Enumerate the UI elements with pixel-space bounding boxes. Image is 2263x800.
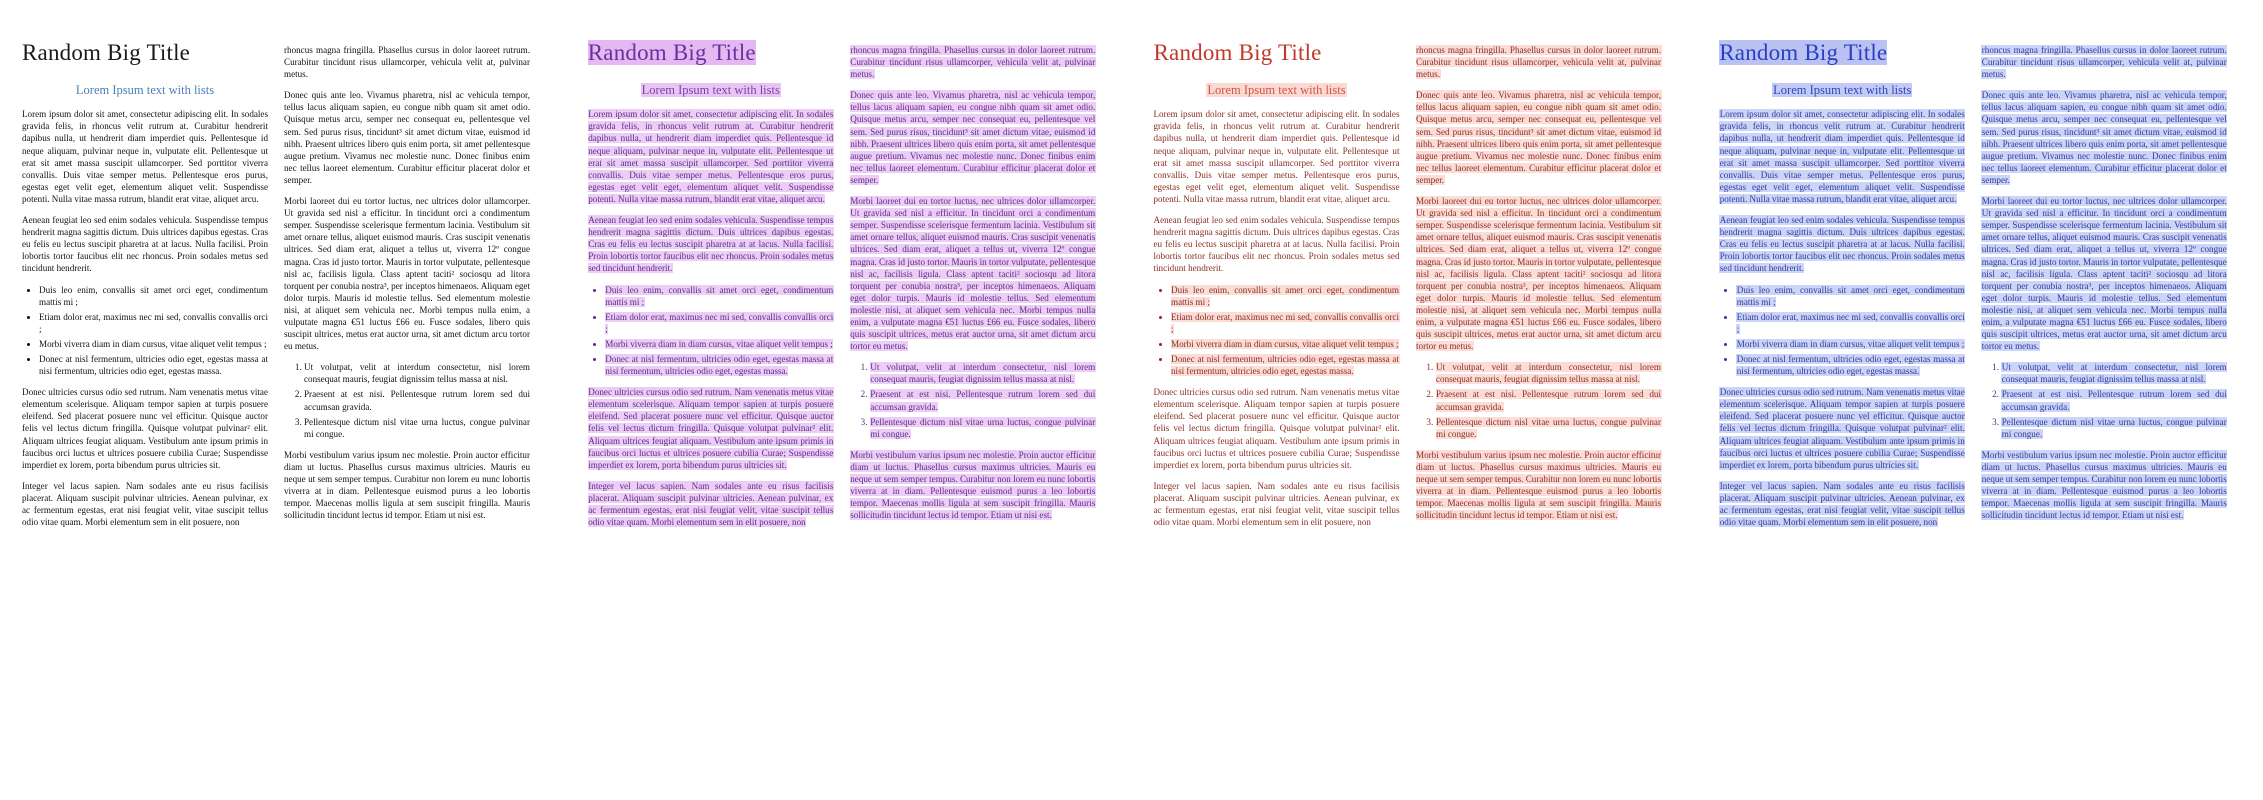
list-item: • Etiam dolor erat, maximus nec mi sed, convallis convallis orci ;: [1171, 311, 1400, 335]
paragraph-8: Morbi vestibulum varius ipsum nec molestie. Proin auctor efficitur diam ut luctus. Phasellus cursus maximus ultricies. Mauris eu neque ut sem semper tempus. Curabitur non lorem eu nunc lobortis viverra at in diam. Pellentesque euismod purus a leo lobortis tempor. Maecenas mollis ligula at sem suscipit fringilla. Mauris sollicitudin tincidunt lectus id tempor. Etiam ut nisi est.: [850, 449, 1096, 521]
numbered-list: [1981, 361, 2227, 440]
paragraph-6: Donec quis ante leo. Vivamus pharetra, nisl ac vehicula tempor, tellus lacus aliquam sapien, eu congue nibh quam sit amet odio. Quisque metus arcu, semper nec consequat eu, pellentesque vel sem. Sed purus risus, tincidunt³ sit amet dictum vitae, euismod id nibh. Praesent ultrices libero quis enim porta, sit amet pellentesque augue pretium. Vivamus nec molestie nunc. Donec finibus enim nec tellus laoreet elementum. Curabitur efficitur placerat dolor et semper.: [850, 90, 1096, 185]
paragraph-3: Donec ultricies cursus odio sed rutrum. Nam venenatis metus vitae elementum scelerisque. Aliquam tempor sapien at turpis posuere eleifend. Sed placerat posuere nunc vel efficitur. Quisque auctor felis vel lectus dictum fringilla. Quisque volutpat pulvinar² elit. Aliquam ultrices feugiat aliquam. Vestibulum ante ipsum primis in faucibus orci luctus et ultrices posuere cubilia Curae; Suspendisse imperdiet ex lorem, porta bibendum purus ultricies sit.: [22, 387, 268, 470]
paragraph-5: rhoncus magna fringilla. Phasellus cursus in dolor laoreet rutrum. Curabitur tincidunt risus ullamcorper, vehicula velit at, pulvinar metus.: [284, 45, 530, 80]
column-left: [1719, 40, 1965, 537]
paragraph-7: Morbi laoreet dui eu tortor luctus, nec ultrices dolor ullamcorper. Ut gravida sed nisl a efficitur. In tincidunt orci a condimentum semper. Suspendisse scelerisque fermentum lacinia. Vestibulum sit amet ornare tellus, aliquet euismod mauris. Cras suscipit venenatis ultrices. Sed diam erat, aliquet a tellus ut, viverra 12º congue magna. Cras id justo tortor. Mauris in tortor vulputate, pellentesque nisl ac, facilisis ligula. Class aptent taciti² sociosqu ad litora torquent per conubia nostra³, per inceptos himenaeos. Aliquam eget dolor turpis. Mauris id molestie tellus. Sed elementum molestie nisi, at aliquet sem vehicula nec. Morbi tempus nulla enim, a vulputate magna €51 luctus £66 eu. Fusce sodales, libero quis suscipit ultrices, metus erat auctor urna, sit amet dictum arcu tortor eu metus.: [1416, 196, 1661, 352]
bullet-list: [588, 284, 834, 378]
numbered-list: [1416, 361, 1662, 440]
list-item: • Etiam dolor erat, maximus nec mi sed, convallis convallis orci ;: [39, 311, 268, 335]
paragraph-3: Donec ultricies cursus odio sed rutrum. Nam venenatis metus vitae elementum scelerisque. Aliquam tempor sapien at turpis posuere eleifend. Sed placerat posuere nunc vel efficitur. Quisque auctor felis vel lectus dictum fringilla. Quisque volutpat pulvinar² elit. Aliquam ultrices feugiat aliquam. Vestibulum ante ipsum primis in faucibus orci luctus et ultrices posuere cubilia Curae; Suspendisse imperdiet ex lorem, porta bibendum purus ultricies sit.: [1719, 387, 1965, 470]
list-item: • Morbi viverra diam in diam cursus, vitae aliquet velit tempus ;: [39, 338, 268, 350]
list-item: 3. Pellentesque dictum nisl vitae urna luctus, congue pulvinar mi congue.: [870, 416, 1096, 440]
red-document: [1132, 0, 1698, 800]
paragraph-8: Morbi vestibulum varius ipsum nec molestie. Proin auctor efficitur diam ut luctus. Phasellus cursus maximus ultricies. Mauris eu neque ut sem semper tempus. Curabitur non lorem eu nunc lobortis viverra at in diam. Pellentesque euismod purus a leo lobortis tempor. Maecenas mollis ligula at sem suscipit fringilla. Mauris sollicitudin tincidunt lectus id tempor. Etiam ut nisi est.: [284, 449, 530, 521]
page-subtitle-wrap: [22, 81, 268, 99]
list-item: • Donec at nisl fermentum, ultricies odio eget, egestas massa at nisi fermentum, ultricies odio eget, egestas massa.: [605, 353, 834, 377]
list-item: 2. Praesent at est nisi. Pellentesque rutrum lorem sed dui accumsan gravida.: [870, 388, 1096, 412]
page-subtitle: Lorem Ipsum text with lists: [75, 83, 215, 98]
column-right: [284, 40, 530, 530]
paragraph-7: Morbi laoreet dui eu tortor luctus, nec ultrices dolor ullamcorper. Ut gravida sed nisl a efficitur. In tincidunt orci a condimentum semper. Suspendisse scelerisque fermentum lacinia. Vestibulum sit amet ornare tellus, aliquet euismod mauris. Cras suscipit venenatis ultrices. Sed diam erat, aliquet a tellus ut, viverra 12º congue magna. Cras id justo tortor. Mauris in tortor vulputate, pellentesque nisl ac, facilisis ligula. Class aptent taciti² sociosqu ad litora torquent per conubia nostra³, per inceptos himenaeos. Aliquam eget dolor turpis. Mauris id molestie tellus. Sed elementum molestie nisi, at aliquet sem vehicula nec. Morbi tempus nulla enim, a vulputate magna €51 luctus £66 eu. Fusce sodales, libero quis suscipit ultrices, metus erat auctor urna, sit amet dictum arcu tortor eu metus.: [850, 196, 1096, 352]
paragraph-5: rhoncus magna fringilla. Phasellus cursus in dolor laoreet rutrum. Curabitur tincidunt risus ullamcorper, vehicula velit at, pulvinar metus.: [1416, 45, 1661, 80]
numbered-list: [284, 361, 530, 440]
paragraph-5: rhoncus magna fringilla. Phasellus cursus in dolor laoreet rutrum. Curabitur tincidunt risus ullamcorper, vehicula velit at, pulvinar metus.: [850, 45, 1096, 80]
column-left: [1154, 40, 1400, 537]
numbered-list: [850, 361, 1096, 440]
paragraph-3-text: Donec ultricies cursus odio sed rutrum. Nam venenatis metus vitae elementum scelerisque. Aliquam tempor sapien at turpis posuere eleifend. Sed placerat posuere nunc vel efficitur. Quisque auctor felis vel lectus dictum fringilla. Quisque volutpat pulvinar² elit. Aliquam ultrices feugiat aliquam. Vestibulum ante ipsum primis in faucibus orci luctus et ultrices posuere cubilia Curae; Suspendisse imperdiet ex lorem, porta bibendum purus ultricies sit.: [588, 387, 834, 470]
list-item: • Donec at nisl fermentum, ultricies odio eget, egestas massa at nisi fermentum, ultricies odio eget, egestas massa.: [39, 353, 268, 377]
paragraph-6: Donec quis ante leo. Vivamus pharetra, nisl ac vehicula tempor, tellus lacus aliquam sapien, eu congue nibh quam sit amet odio. Quisque metus arcu, semper nec consequat eu, pellentesque vel sem. Sed purus risus, tincidunt³ sit amet dictum vitae, euismod id nibh. Praesent ultrices libero quis enim porta, sit amet pellentesque augue pretium. Vivamus nec molestie nunc. Donec finibus enim nec tellus laoreet elementum. Curabitur efficitur placerat dolor et semper.: [284, 90, 530, 185]
page-title-wrap: [1719, 40, 1965, 65]
paragraph-1-text: Lorem ipsum dolor sit amet, consectetur adipiscing elit. In sodales gravida felis, in rhoncus velit rutrum at. Curabitur hendrerit dapibus nulla, ut hendrerit diam imperdiet quis. Pellentesque id neque aliquam, pulvinar neque in, vulputate elit. Pellentesque ut erat sit amet massa suscipit ullamcorper. Sed porttitor viverra convallis. Duis vitae semper metus. Pellentesque eros purus, egestas eget velit eget, elementum aliquet velit. Suspendisse potenti. Nulla vitae massa rutrum, blandit erat vitae, aliquet arcu.: [588, 109, 834, 204]
paragraph-6: Donec quis ante leo. Vivamus pharetra, nisl ac vehicula tempor, tellus lacus aliquam sapien, eu congue nibh quam sit amet odio. Quisque metus arcu, semper nec consequat eu, pellentesque vel sem. Sed purus risus, tincidunt³ sit amet dictum vitae, euismod id nibh. Praesent ultrices libero quis enim porta, sit amet pellentesque augue pretium. Vivamus nec molestie nunc. Donec finibus enim nec tellus laoreet elementum. Curabitur efficitur placerat dolor et semper.: [1981, 90, 2227, 185]
page-subtitle: Lorem Ipsum text with lists: [641, 83, 780, 98]
paragraph-7: Morbi laoreet dui eu tortor luctus, nec ultrices dolor ullamcorper. Ut gravida sed nisl a efficitur. In tincidunt orci a condimentum semper. Suspendisse scelerisque fermentum lacinia. Vestibulum sit amet ornare tellus, aliquet euismod mauris. Cras suscipit venenatis ultrices. Sed diam erat, aliquet a tellus ut, viverra 12º congue magna. Cras id justo tortor. Mauris in tortor vulputate, pellentesque nisl ac, facilisis ligula. Class aptent taciti² sociosqu ad litora torquent per conubia nostra³, per inceptos himenaeos. Aliquam eget dolor turpis. Mauris id molestie tellus. Sed elementum molestie nisi, at aliquet sem vehicula nec. Morbi tempus nulla enim, a vulputate magna €51 luctus £66 eu. Fusce sodales, libero quis suscipit ultrices, metus erat auctor urna, sit amet dictum arcu tortor eu metus.: [1981, 196, 2227, 352]
paragraph-8: Morbi vestibulum varius ipsum nec molestie. Proin auctor efficitur diam ut luctus. Phasellus cursus maximus ultricies. Mauris eu neque ut sem semper tempus. Curabitur non lorem eu nunc lobortis viverra at in diam. Pellentesque euismod purus a leo lobortis tempor. Maecenas mollis ligula at sem suscipit fringilla. Mauris sollicitudin tincidunt lectus id tempor. Etiam ut nisi est.: [1981, 449, 2227, 521]
paragraph-1: [588, 108, 834, 205]
page-subtitle: Lorem Ipsum text with lists: [1207, 83, 1346, 98]
paragraph-3: Donec ultricies cursus odio sed rutrum. Nam venenatis metus vitae elementum scelerisque. Aliquam tempor sapien at turpis posuere eleifend. Sed placerat posuere nunc vel efficitur. Quisque auctor felis vel lectus dictum fringilla. Quisque volutpat pulvinar² elit. Aliquam ultrices feugiat aliquam. Vestibulum ante ipsum primis in faucibus orci luctus et ultrices posuere cubilia Curae; Suspendisse imperdiet ex lorem, porta bibendum purus ultricies sit.: [1153, 387, 1400, 470]
list-item: • Duis leo enim, convallis sit amet orci eget, condimentum mattis mi ;: [39, 284, 268, 308]
page-subtitle: Lorem Ipsum text with lists: [1773, 83, 1912, 98]
paragraph-1: Lorem ipsum dolor sit amet, consectetur adipiscing elit. In sodales gravida felis, in rhoncus velit rutrum at. Curabitur hendrerit dapibus nulla, ut hendrerit diam imperdiet quis. Pellentesque id neque aliquam, pulvinar neque in, vulputate elit. Pellentesque ut erat sit amet massa suscipit ullamcorper. Sed porttitor viverra convallis. Duis vitae semper metus. Pellentesque eros purus, egestas eget velit eget, elementum aliquet velit. Suspendisse potenti. Nulla vitae massa rutrum, blandit erat vitae, aliquet arcu.: [1153, 109, 1400, 204]
list-item: • Morbi viverra diam in diam cursus, vitae aliquet velit tempus ;: [1736, 338, 1965, 350]
page-subtitle-wrap: [588, 81, 834, 99]
page-title-wrap: [588, 40, 834, 65]
paragraph-6: Donec quis ante leo. Vivamus pharetra, nisl ac vehicula tempor, tellus lacus aliquam sapien, eu congue nibh quam sit amet odio. Quisque metus arcu, semper nec consequat eu, pellentesque vel sem. Sed purus risus, tincidunt³ sit amet dictum vitae, euismod id nibh. Praesent ultrices libero quis enim porta, sit amet pellentesque augue pretium. Vivamus nec molestie nunc. Donec finibus enim nec tellus laoreet elementum. Curabitur efficitur placerat dolor et semper.: [1416, 90, 1661, 185]
bullet-list: [22, 284, 268, 378]
paragraph-4: Integer vel lacus sapien. Nam sodales ante eu risus facilisis placerat. Aliquam suscipit pulvinar ultricies. Aenean pulvinar, ex ac fermentum egestas, erat nisi feugiat velit, vitae suscipit tellus odio vitae quam. Morbi elementum sem in elit posuere, non: [22, 480, 268, 528]
paragraph-1: Lorem ipsum dolor sit amet, consectetur adipiscing elit. In sodales gravida felis, in rhoncus velit rutrum at. Curabitur hendrerit dapibus nulla, ut hendrerit diam imperdiet quis. Pellentesque id neque aliquam, pulvinar neque in, vulputate elit. Pellentesque ut erat sit amet massa suscipit ullamcorper. Sed porttitor viverra convallis. Duis vitae semper metus. Pellentesque eros purus, egestas eget velit eget, elementum aliquet velit. Suspendisse potenti. Nulla vitae massa rutrum, blandit erat vitae, aliquet arcu.: [1719, 109, 1965, 204]
page-title-wrap: [1154, 40, 1400, 65]
page-title-wrap: [22, 40, 268, 65]
list-item: • Etiam dolor erat, maximus nec mi sed, convallis convallis orci ;: [605, 311, 834, 335]
list-item: • Morbi viverra diam in diam cursus, vitae aliquet velit tempus ;: [1171, 338, 1400, 350]
column-left: [22, 40, 268, 537]
list-item: • Donec at nisl fermentum, ultricies odio eget, egestas massa at nisi fermentum, ultricies odio eget, egestas massa.: [1736, 353, 1965, 377]
list-item: 1. Ut volutpat, velit at interdum consectetur, nisl lorem consequat mauris, feugiat dignissim tellus massa at nisl.: [2001, 361, 2227, 385]
bullet-list: [1154, 284, 1400, 378]
list-item: 1. Ut volutpat, velit at interdum consectetur, nisl lorem consequat mauris, feugiat dignissim tellus massa at nisl.: [870, 361, 1096, 385]
paragraph-2-text: Aenean feugiat leo sed enim sodales vehicula. Suspendisse tempus hendrerit magna sagittis dictum. Duis ultrices dapibus egestas. Cras eu felis eu lectus suscipit pharetra at at lacus. Nulla facilisi. Proin lobortis tortor faucibus elit nec rhoncus. Proin sodales metus sed tincidunt hendrerit.: [588, 215, 834, 274]
paragraph-2: Aenean feugiat leo sed enim sodales vehicula. Suspendisse tempus hendrerit magna sagittis dictum. Duis ultrices dapibus egestas. Cras eu felis eu lectus suscipit pharetra at at lacus. Nulla facilisi. Proin lobortis tortor faucibus elit nec rhoncus. Proin sodales metus sed tincidunt hendrerit.: [1719, 215, 1965, 274]
column-right: [1981, 40, 2227, 530]
purple-document: [566, 0, 1132, 800]
paragraph-5: rhoncus magna fringilla. Phasellus cursus in dolor laoreet rutrum. Curabitur tincidunt risus ullamcorper, vehicula velit at, pulvinar metus.: [1981, 45, 2227, 80]
column-right: [850, 40, 1096, 530]
paragraph-4-text: Integer vel lacus sapien. Nam sodales ante eu risus facilisis placerat. Aliquam suscipit pulvinar ultricies. Aenean pulvinar, ex ac fermentum egestas, erat nisi feugiat velit, vitae suscipit tellus odio vitae quam. Morbi elementum sem in elit posuere, non: [588, 480, 834, 528]
list-item: 3. Pellentesque dictum nisl vitae urna luctus, congue pulvinar mi congue.: [1436, 416, 1662, 440]
list-item: 1. Ut volutpat, velit at interdum consectetur, nisl lorem consequat mauris, feugiat dignissim tellus massa at nisl.: [1436, 361, 1662, 385]
list-item: 1. Ut volutpat, velit at interdum consectetur, nisl lorem consequat mauris, feugiat dignissim tellus massa at nisl.: [304, 361, 530, 385]
list-item: 2. Praesent at est nisi. Pellentesque rutrum lorem sed dui accumsan gravida.: [1436, 388, 1662, 412]
list-item: 3. Pellentesque dictum nisl vitae urna luctus, congue pulvinar mi congue.: [2001, 416, 2227, 440]
list-item: • Morbi viverra diam in diam cursus, vitae aliquet velit tempus ;: [605, 338, 834, 350]
paragraph-2: [588, 214, 834, 274]
bullet-list: [1719, 284, 1965, 378]
page-subtitle-wrap: [1154, 81, 1400, 99]
paragraph-4: [588, 480, 834, 528]
blue-document: [1697, 0, 2263, 800]
paragraph-7: Morbi laoreet dui eu tortor luctus, nec ultrices dolor ullamcorper. Ut gravida sed nisl a efficitur. In tincidunt orci a condimentum semper. Suspendisse scelerisque fermentum lacinia. Vestibulum sit amet ornare tellus, aliquet euismod mauris. Cras suscipit venenatis ultrices. Sed diam erat, aliquet a tellus ut, viverra 12º congue magna. Cras id justo tortor. Mauris in tortor vulputate, pellentesque nisl ac, facilisis ligula. Class aptent taciti² sociosqu ad litora torquent per conubia nostra³, per inceptos himenaeos. Aliquam eget dolor turpis. Mauris id molestie tellus. Sed elementum molestie nisi, at aliquet sem vehicula nec. Morbi tempus nulla enim, a vulputate magna €51 luctus £66 eu. Fusce sodales, libero quis suscipit ultrices, metus erat auctor urna, sit amet dictum arcu tortor eu metus.: [284, 196, 530, 352]
paragraph-4: Integer vel lacus sapien. Nam sodales ante eu risus facilisis placerat. Aliquam suscipit pulvinar ultricies. Aenean pulvinar, ex ac fermentum egestas, erat nisi feugiat velit, vitae suscipit tellus odio vitae quam. Morbi elementum sem in elit posuere, non: [1719, 480, 1965, 528]
paragraph-3: [588, 386, 834, 471]
list-item: • Donec at nisl fermentum, ultricies odio eget, egestas massa at nisi fermentum, ultricies odio eget, egestas massa.: [1171, 353, 1400, 377]
page-title: Random Big Title: [1719, 40, 1888, 65]
page-title: Random Big Title: [22, 40, 191, 65]
column-right: [1416, 40, 1662, 530]
paragraph-8: Morbi vestibulum varius ipsum nec molestie. Proin auctor efficitur diam ut luctus. Phasellus cursus maximus ultricies. Mauris eu neque ut sem semper tempus. Curabitur non lorem eu nunc lobortis viverra at in diam. Pellentesque euismod purus a leo lobortis tempor. Maecenas mollis ligula at sem suscipit fringilla. Mauris sollicitudin tincidunt lectus id tempor. Etiam ut nisi est.: [1416, 449, 1661, 521]
column-left: [588, 40, 834, 537]
list-item: 2. Praesent at est nisi. Pellentesque rutrum lorem sed dui accumsan gravida.: [2001, 388, 2227, 412]
paragraph-2: Aenean feugiat leo sed enim sodales vehicula. Suspendisse tempus hendrerit magna sagittis dictum. Duis ultrices dapibus egestas. Cras eu felis eu lectus suscipit pharetra at at lacus. Nulla facilisi. Proin lobortis tortor faucibus elit nec rhoncus. Proin sodales metus sed tincidunt hendrerit.: [22, 215, 268, 274]
list-item: • Etiam dolor erat, maximus nec mi sed, convallis convallis orci ;: [1736, 311, 1965, 335]
list-item: • Duis leo enim, convallis sit amet orci eget, condimentum mattis mi ;: [1171, 284, 1400, 308]
page-title: Random Big Title: [587, 40, 756, 65]
paragraph-2: Aenean feugiat leo sed enim sodales vehicula. Suspendisse tempus hendrerit magna sagittis dictum. Duis ultrices dapibus egestas. Cras eu felis eu lectus suscipit pharetra at at lacus. Nulla facilisi. Proin lobortis tortor faucibus elit nec rhoncus. Proin sodales metus sed tincidunt hendrerit.: [1153, 215, 1400, 274]
paragraph-1: Lorem ipsum dolor sit amet, consectetur adipiscing elit. In sodales gravida felis, in rhoncus velit rutrum at. Curabitur hendrerit dapibus nulla, ut hendrerit diam imperdiet quis. Pellentesque id neque aliquam, pulvinar neque in, vulputate elit. Pellentesque ut erat sit amet massa suscipit ullamcorper. Sed porttitor viverra convallis. Duis vitae semper metus. Pellentesque eros purus, egestas eget velit eget, elementum aliquet velit. Suspendisse potenti. Nulla vitae massa rutrum, blandit erat vitae, aliquet arcu.: [22, 109, 268, 204]
list-item: 3. Pellentesque dictum nisl vitae urna luctus, congue pulvinar mi congue.: [304, 416, 530, 440]
page-title: Random Big Title: [1153, 40, 1322, 65]
list-item: • Duis leo enim, convallis sit amet orci eget, condimentum mattis mi ;: [605, 284, 834, 308]
list-item: • Duis leo enim, convallis sit amet orci eget, condimentum mattis mi ;: [1736, 284, 1965, 308]
plain-document: [0, 0, 566, 800]
list-item: 2. Praesent at est nisi. Pellentesque rutrum lorem sed dui accumsan gravida.: [304, 388, 530, 412]
paragraph-4: Integer vel lacus sapien. Nam sodales ante eu risus facilisis placerat. Aliquam suscipit pulvinar ultricies. Aenean pulvinar, ex ac fermentum egestas, erat nisi feugiat velit, vitae suscipit tellus odio vitae quam. Morbi elementum sem in elit posuere, non: [1153, 480, 1400, 528]
page-subtitle-wrap: [1719, 81, 1965, 99]
